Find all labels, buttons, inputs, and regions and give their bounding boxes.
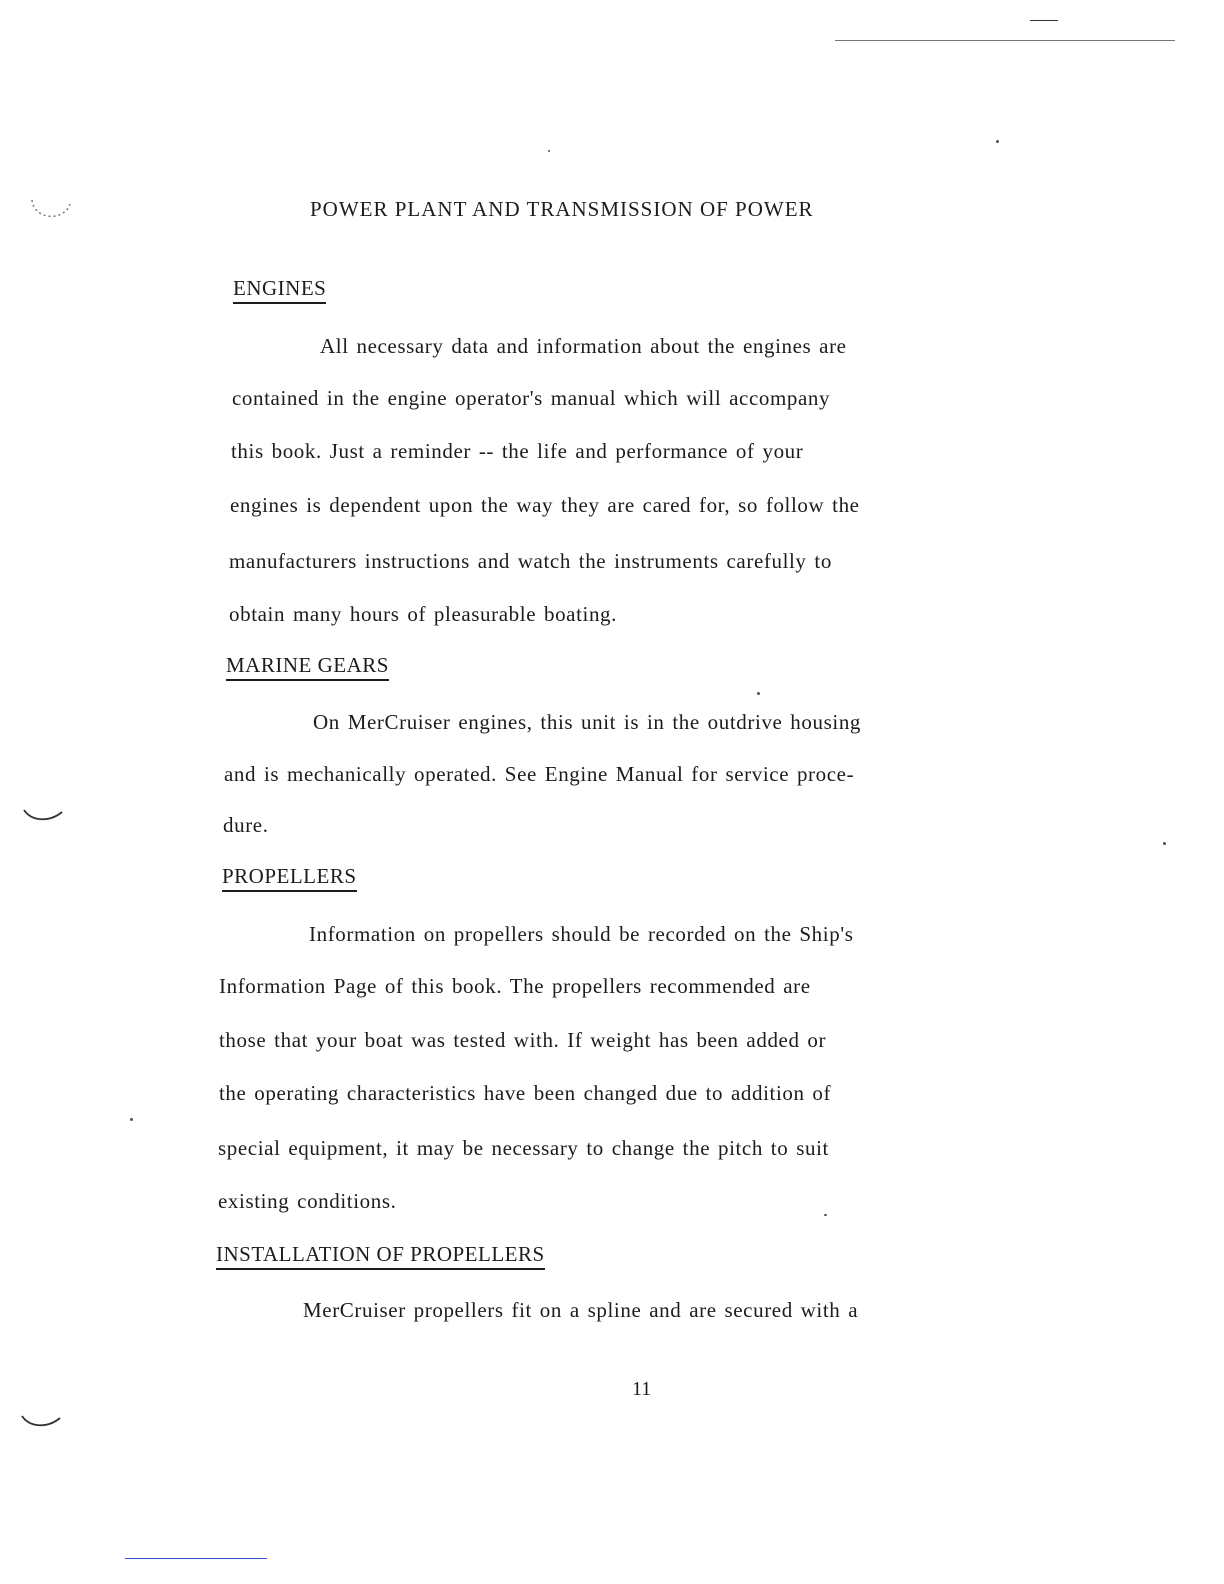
text-line: contained in the engine operator's manual which will accompany bbox=[232, 386, 831, 410]
text-line: engines is dependent upon the way they are cared for, so follow the bbox=[230, 493, 860, 517]
scan-speck bbox=[757, 692, 760, 695]
text-line: On MerCruiser engines, this unit is in the outdrive housing bbox=[313, 710, 862, 734]
scan-artifact-bottom-line bbox=[125, 1558, 267, 1559]
section-heading-marine-gears: MARINE GEARS bbox=[226, 653, 389, 681]
text-line: obtain many hours of pleasurable boating. bbox=[229, 602, 618, 626]
binding-hole-mark bbox=[22, 804, 68, 826]
text-line: MerCruiser propellers fit on a spline and are secured with a bbox=[303, 1298, 859, 1322]
scan-artifact-top-line bbox=[835, 40, 1175, 41]
text-line: this book. Just a reminder -- the life and performance of your bbox=[231, 439, 804, 463]
page-number: 11 bbox=[632, 1378, 652, 1400]
text-line: those that your boat was tested with. If weight has been added or bbox=[219, 1028, 827, 1052]
scan-speck bbox=[130, 1118, 133, 1121]
binding-hole-mark bbox=[20, 1410, 66, 1432]
text-line: manufacturers instructions and watch the instruments carefully to bbox=[229, 549, 832, 573]
text-line: Information Page of this book. The propellers recommended are bbox=[219, 974, 811, 998]
scan-speck bbox=[548, 150, 550, 152]
text-line: the operating characteristics have been changed due to addition of bbox=[219, 1081, 832, 1105]
section-heading-propellers: PROPELLERS bbox=[222, 864, 357, 892]
text-line: existing conditions. bbox=[218, 1189, 397, 1213]
text-line: Information on propellers should be recorded on the Ship's bbox=[309, 922, 854, 946]
binding-hole-mark bbox=[24, 190, 76, 226]
scan-speck bbox=[824, 1214, 827, 1216]
section-heading-engines: ENGINES bbox=[233, 276, 326, 304]
scan-speck bbox=[996, 140, 999, 143]
section-heading-installation-of-propellers: INSTALLATION OF PROPELLERS bbox=[216, 1242, 545, 1270]
text-line: special equipment, it may be necessary to change the pitch to suit bbox=[218, 1136, 829, 1160]
scan-artifact-top-line-2 bbox=[1030, 20, 1058, 21]
text-line: and is mechanically operated. See Engine Manual for service proce- bbox=[224, 762, 855, 786]
page-title: POWER PLANT AND TRANSMISSION OF POWER bbox=[310, 197, 814, 221]
text-line: All necessary data and information about the engines are bbox=[320, 334, 847, 358]
scan-speck bbox=[1163, 842, 1166, 845]
text-line: dure. bbox=[223, 813, 269, 837]
